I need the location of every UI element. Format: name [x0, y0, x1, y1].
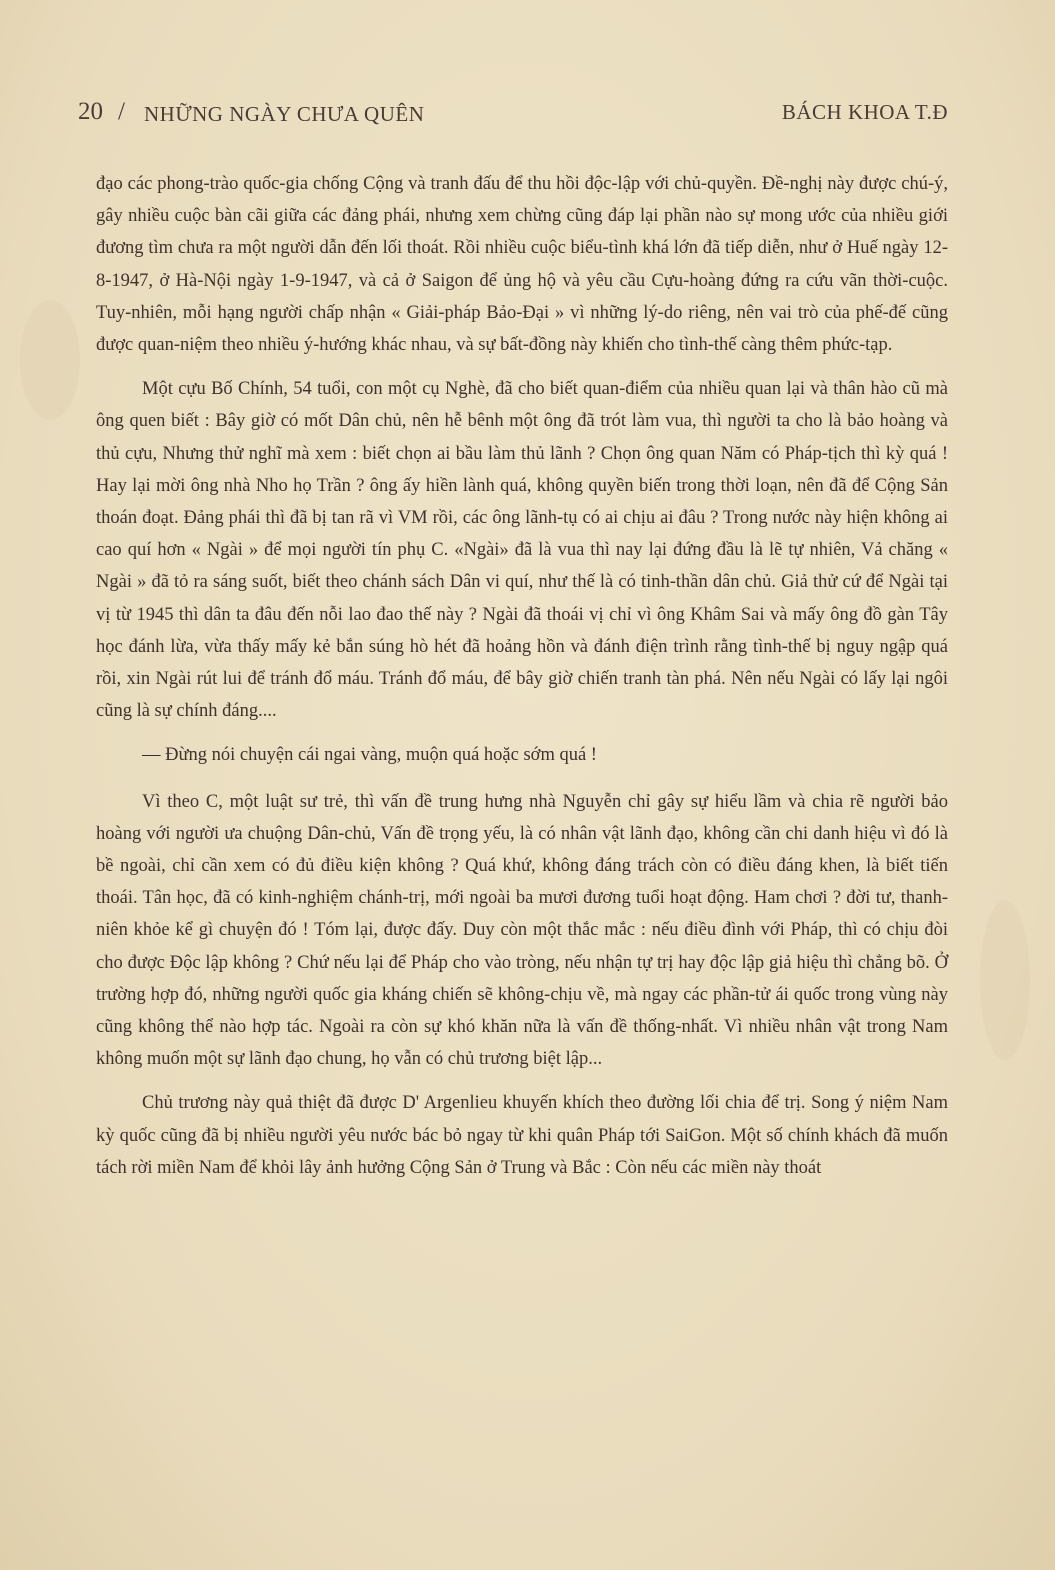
paragraph: Một cựu Bố Chính, 54 tuổi, con một cụ Nghè, đã cho biết quan-điểm của nhiều quan lại và thân hào cũ mà ông quen biết : Bây giờ có mốt Dân chủ, nên hễ bênh một ông đã trót làm vua, thì người ta cho là bảo hoàng và thủ cựu, Nhưng thử nghĩ mà xem : biết chọn ai bầu làm thủ lãnh ? Chọn ông quan Năm có Pháp-tịch thì kỳ quá ! Hay lại mời ông nhà Nho họ Trần ? ông ấy hiền lành quá, không quyền biến trong thời loạn, nên đã để Cộng Sản thoán đoạt. Đảng phái thì đã bị tan rã vì VM rồi, các ông lãnh-tụ có ai chịu ai đâu ? Trong nước này hiện không ai cao quí hơn « Ngài » để mọi người tín phụ C. «Ngài» đã là vua thì nay lại đứng đầu là lẽ tự nhiên, Vả chăng « Ngài » đã tỏ ra sáng suốt, biết theo chánh sách Dân vi quí, như thế là có tinh-thần dân chủ. Giả thử cứ để Ngài tại vị từ 1945 thì dân ta đâu đến nỗi lao đao thế này ? Ngài đã thoái vị chỉ vì ông Khâm Sai và mấy ông đồ gàn Tây học đánh lừa, vừa thấy mấy kẻ bắn súng hò hét đã hoảng hồn và đánh điện trình rằng tình-thế bị nguy ngập quá rồi, xin Ngài rút lui để tránh đổ máu. Tránh đổ máu, để bây giờ chiến tranh tàn phá. Nên nếu Ngài có lấy lại ngôi cũng là sự chính đáng....: [96, 379, 948, 722]
paragraph: — Đừng nói chuyện cái ngai vàng, muộn quá hoặc sớm quá !: [142, 745, 597, 766]
paragraph: Chủ trương này quả thiệt đã được D' Argenlieu khuyến khích theo đường lối chia để trị. Song ý niệm Nam kỳ quốc cũng đã bị nhiều người yêu nước bác bỏ ngay từ khi quân Pháp tới SaiGon. Một số chính khách đã muốn tách rời miền Nam để khỏi lây ảnh hưởng Cộng Sản ở Trung và Bắc : Còn nếu các miền này thoát: [96, 1093, 948, 1178]
running-header: [78, 98, 948, 134]
paper-stain: [20, 300, 80, 420]
article-body: [96, 168, 948, 1196]
paper-stain: [980, 900, 1030, 1060]
page-number: 20: [78, 98, 103, 125]
paragraph: Vì theo C, một luật sư trẻ, thì vấn đề trung hưng nhà Nguyễn chỉ gây sự hiểu lầm và chia rẽ người bảo hoàng với người ưa chuộng Dân-chủ, Vấn đề trọng yếu, là có nhân vật lãnh đạo, không cần chi danh hiệu vì đó là bề ngoài, chỉ cần xem có đủ điều kiện không ? Quá khứ, không đáng trách còn có điều đáng khen, là biết tiến thoái. Tân học, đã có kinh-nghiệm chánh-trị, mới ngoài ba mươi đương tuổi hoạt động. Ham chơi ? đời tư, thanh-niên khỏe kể gì chuyện đó ! Tóm lại, được đấy. Duy còn một thắc mắc : nếu điều đình với Pháp, thì có chịu đòi cho được Độc lập không ? Chứ nếu lại để Pháp cho vào tròng, nếu nhận tự trị hay độc lập giả hiệu thì chẳng bõ. Ở trường hợp đó, những người quốc gia kháng chiến sẽ không-chịu về, mà ngay các phần-tử ái quốc trong vùng này cũng không thể nào hợp tác. Ngoài ra còn sự khó khăn nữa là vấn đề thống-nhất. Vì nhiều nhân vật trong Nam không muốn một sự lãnh đạo chung, họ vẫn có chủ trương biệt lập...: [96, 791, 948, 1070]
paragraph: đạo các phong-trào quốc-gia chống Cộng và tranh đấu để thu hồi độc-lập với chủ-quyền. Đề-nghị này được chú-ý, gây nhiều cuộc bàn cãi giữa các đảng phái, nhưng xem chừng cũng đáp lại phần nào sự mong ước của nhiều giới đương tìm chưa ra một người dẫn đến lối thoát. Rồi nhiều cuộc biểu-tình khá lớn đã tiếp diễn, như ở Huế ngày 12-8-1947, ở Hà-Nội ngày 1-9-1947, và cả ở Saigon để ủng hộ và yêu cầu Cựu-hoàng đứng ra cứu vãn thời-cuộc. Tuy-nhiên, mỗi hạng người chấp nhận « Giải-pháp Bảo-Đại » vì những lý-do riêng, nên vai trò của phế-đế cũng được quan-niệm theo nhiều ý-hướng khác nhau, và sự bất-đồng này khiến cho tình-thế càng thêm phức-tạp.: [96, 174, 948, 356]
running-title: NHỮNG NGÀY CHƯA QUÊN: [144, 102, 425, 126]
running-source: BÁCH KHOA T.Đ: [781, 100, 948, 124]
header-separator: /: [118, 98, 125, 125]
